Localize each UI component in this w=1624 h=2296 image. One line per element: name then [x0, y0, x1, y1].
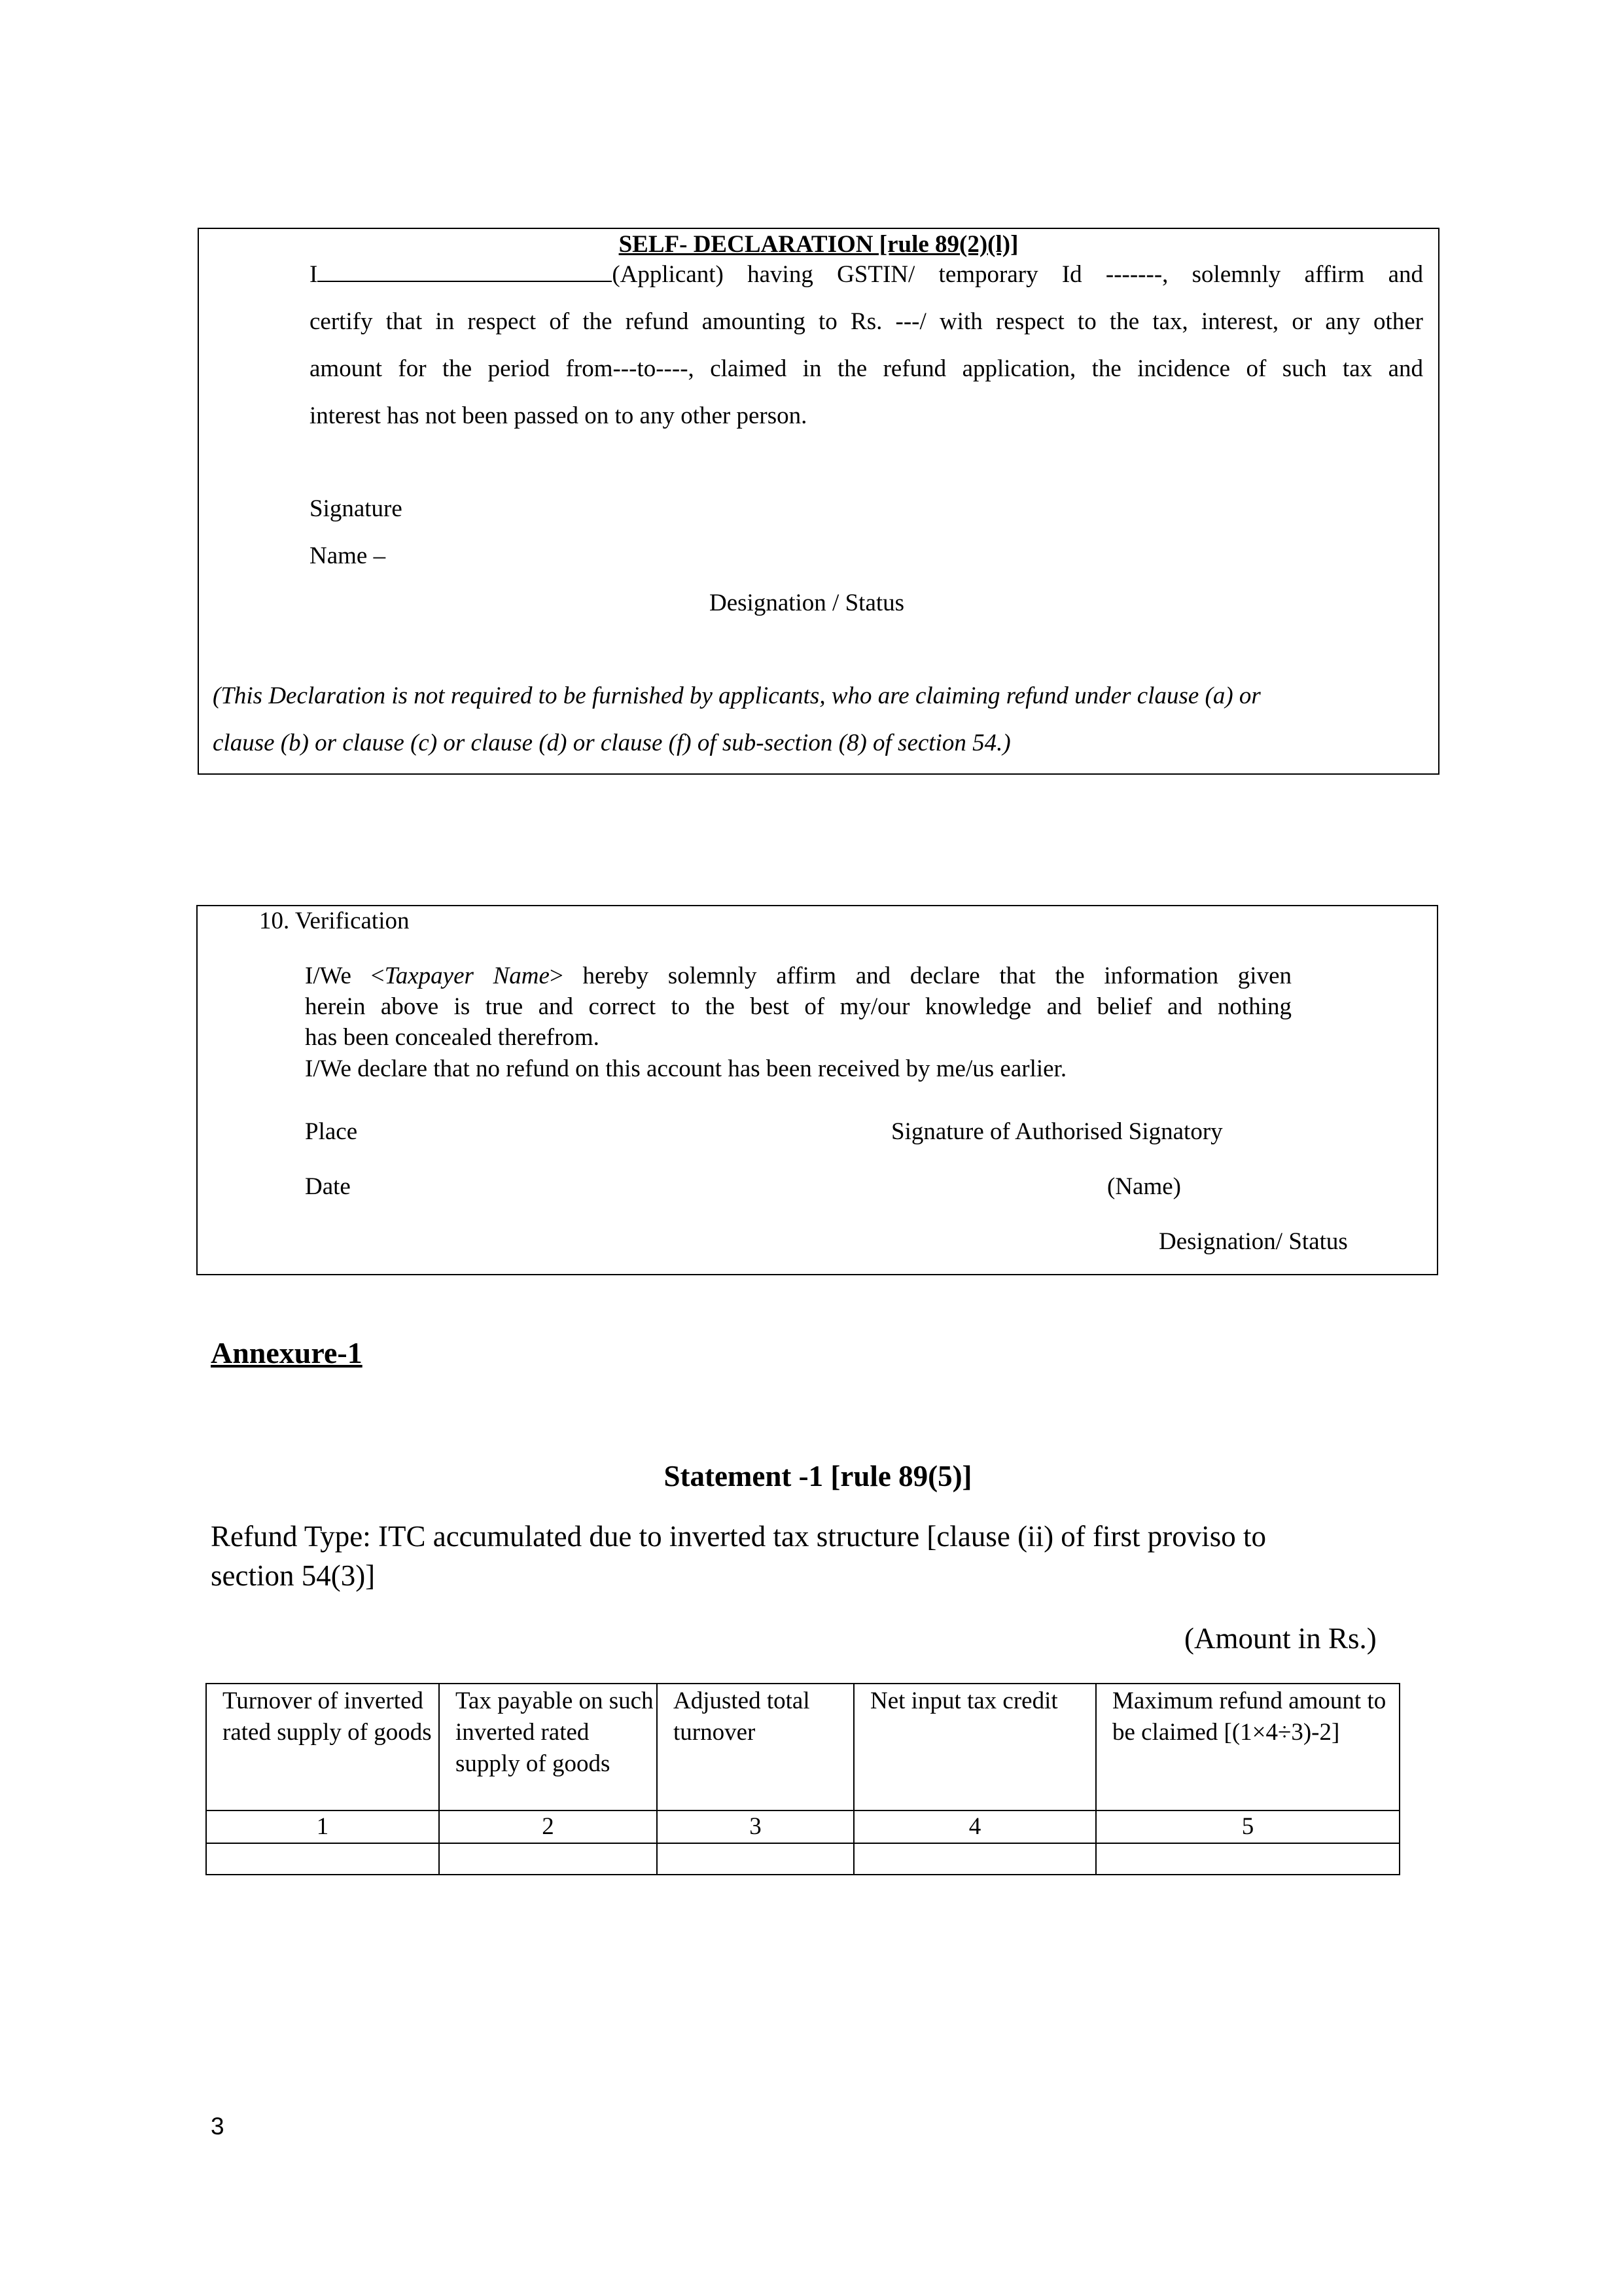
name-label: Name – [309, 542, 386, 569]
self-declaration-line-1 [309, 260, 1423, 289]
table-number-cell: 2 [439, 1810, 657, 1843]
statement-title: Statement -1 [rule 89(5)] [663, 1460, 972, 1492]
signature-label: Signature [309, 495, 402, 522]
declaration-note-line-2: clause (b) or clause (c) or clause (d) or clause (f) of sub-section (8) of section 54.) [213, 730, 1011, 756]
table-empty-cell[interactable] [1096, 1843, 1400, 1875]
refund-type-line-2: section 54(3)] [211, 1559, 376, 1592]
verification-line-3: has been concealed therefrom. [305, 1024, 599, 1051]
table-header-cell: Maximum refund amount to be claimed [(1×4÷3)-2] [1096, 1684, 1400, 1810]
verification-box [196, 905, 1438, 1275]
table-empty-cell[interactable] [439, 1843, 657, 1875]
table-number-cell: 4 [854, 1810, 1096, 1843]
taxpayer-name-placeholder: Taxpayer Name [384, 963, 550, 989]
table-header-row [206, 1684, 1400, 1810]
amount-in-rs-note: (Amount in Rs.) [1184, 1622, 1377, 1655]
verification-line-1 [305, 962, 1292, 991]
verification-heading: 10. Verification [259, 908, 410, 934]
annexure-heading: Annexure-1 [211, 1336, 362, 1369]
self-declaration-line-3: amount for the period from---to----, claimed in the refund application, the incidence of such tax and [309, 355, 1423, 382]
table-header-cell: Tax payable on such inverted rated supply of goods [439, 1684, 657, 1810]
table-empty-cell[interactable] [657, 1843, 854, 1875]
table-empty-row [206, 1843, 1400, 1875]
authorised-signatory-label: Signature of Authorised Signatory [891, 1118, 1223, 1145]
verification-line-1-rest: > hereby solemnly affirm and declare that the information given [549, 963, 1292, 989]
table-number-row [206, 1810, 1400, 1843]
signatory-name-label: (Name) [1107, 1173, 1181, 1200]
declaration-note-line-1: (This Declaration is not required to be furnished by applicants, who are claiming refund under clause (a) or [213, 682, 1261, 709]
designation-status-label: Designation / Status [709, 590, 905, 616]
page-number: 3 [211, 2113, 224, 2140]
statement-table [205, 1683, 1400, 1875]
table-empty-cell[interactable] [854, 1843, 1096, 1875]
table-header-cell: Adjusted total turnover [657, 1684, 854, 1810]
applicant-prefix: I [309, 261, 318, 288]
table-number-cell: 5 [1096, 1810, 1400, 1843]
verification-line-2: herein above is true and correct to the best of my/our knowledge and belief and nothing [305, 993, 1292, 1020]
table-number-cell: 3 [657, 1810, 854, 1843]
table-empty-cell[interactable] [206, 1843, 439, 1875]
refund-type-line-1: Refund Type: ITC accumulated due to inverted tax structure [clause (ii) of first proviso to [211, 1520, 1267, 1553]
self-declaration-title: SELF- DECLARATION [rule 89(2)(l)] [618, 231, 1019, 258]
date-label: Date [305, 1173, 351, 1200]
signatory-designation-label: Designation/ Status [1159, 1228, 1348, 1255]
table-header-cell: Turnover of inverted rated supply of goods [206, 1684, 439, 1810]
self-declaration-line-2: certify that in respect of the refund amounting to Rs. ---/ with respect to the tax, interest, or any other [309, 308, 1423, 335]
self-declaration-line-4: interest has not been passed on to any other person. [309, 402, 807, 429]
place-label: Place [305, 1118, 358, 1145]
applicant-line-rest: (Applicant) having GSTIN/ temporary Id -------, solemnly affirm and [612, 261, 1423, 288]
table-number-cell: 1 [206, 1810, 439, 1843]
verification-line-4: I/We declare that no refund on this account has been received by me/us earlier. [305, 1055, 1067, 1082]
verification-prefix: I/We < [305, 963, 385, 989]
applicant-name-blank [317, 261, 612, 282]
table-header-cell: Net input tax credit [854, 1684, 1096, 1810]
